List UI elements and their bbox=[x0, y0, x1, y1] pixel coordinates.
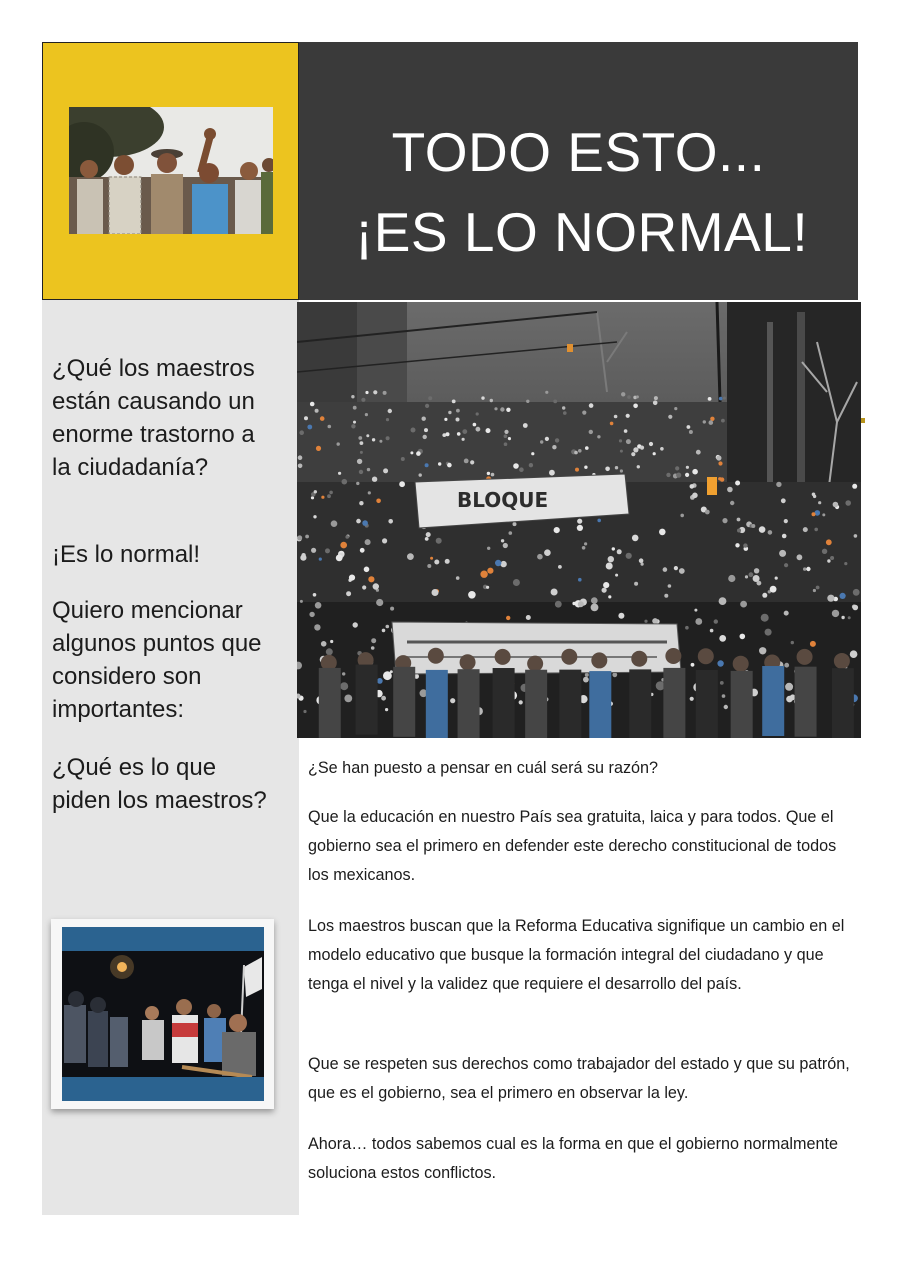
sidebar-question-1: ¿Qué los maestros están causando un enorme trastorno a la ciudadanía? bbox=[52, 355, 255, 481]
gold-marker bbox=[861, 418, 865, 423]
police-clash-photo-frame bbox=[51, 919, 274, 1109]
protest-leaders-illustration bbox=[69, 107, 273, 234]
title-line-1: TODO ESTO... bbox=[391, 121, 766, 183]
sidebar-question-2: ¿Qué es lo que piden los maestros? bbox=[52, 754, 267, 814]
march-crowd-illustration bbox=[297, 302, 861, 738]
march-banner-text: BLOQUE bbox=[457, 488, 549, 512]
police-clash-photo bbox=[62, 927, 264, 1101]
title-banner bbox=[299, 42, 858, 300]
police-clash-illustration bbox=[62, 927, 264, 1101]
body-paragraph-4: Que se respeten sus derechos como trabajador del estado y que su patrón, que es el gobierno, sea el primero en observar la ley. bbox=[308, 1055, 850, 1102]
body-paragraph-3: Los maestros buscan que la Reforma Educativa signifique un cambio en el modelo educativo que busque la formación integral del ciudadano y que tenga el nivel y la validez que requiere el desarrollo del país. bbox=[308, 917, 845, 993]
yellow-photo-box bbox=[42, 42, 299, 300]
sidebar-answer: ¡Es lo normal! bbox=[52, 541, 201, 568]
body-paragraph-2: Que la educación en nuestro País sea gratuita, laica y para todos. Que el gobierno sea el primero en defender este derecho constitucional de todos los mexicanos. bbox=[308, 808, 837, 884]
body-paragraph-1: ¿Se han puesto a pensar en cuál será su razón? bbox=[308, 759, 659, 777]
title-line-2: ¡ES LO NORMAL! bbox=[354, 201, 809, 263]
body-paragraph-5: Ahora… todos sabemos cual es la forma en que el gobierno normalmente soluciona estos conflictos. bbox=[308, 1135, 838, 1182]
march-crowd-photo bbox=[297, 302, 861, 738]
protest-leaders-photo bbox=[69, 107, 273, 234]
sidebar-points-intro: Quiero mencionar algunos puntos que considero son importantes: bbox=[52, 597, 262, 723]
sidebar bbox=[42, 300, 299, 1215]
